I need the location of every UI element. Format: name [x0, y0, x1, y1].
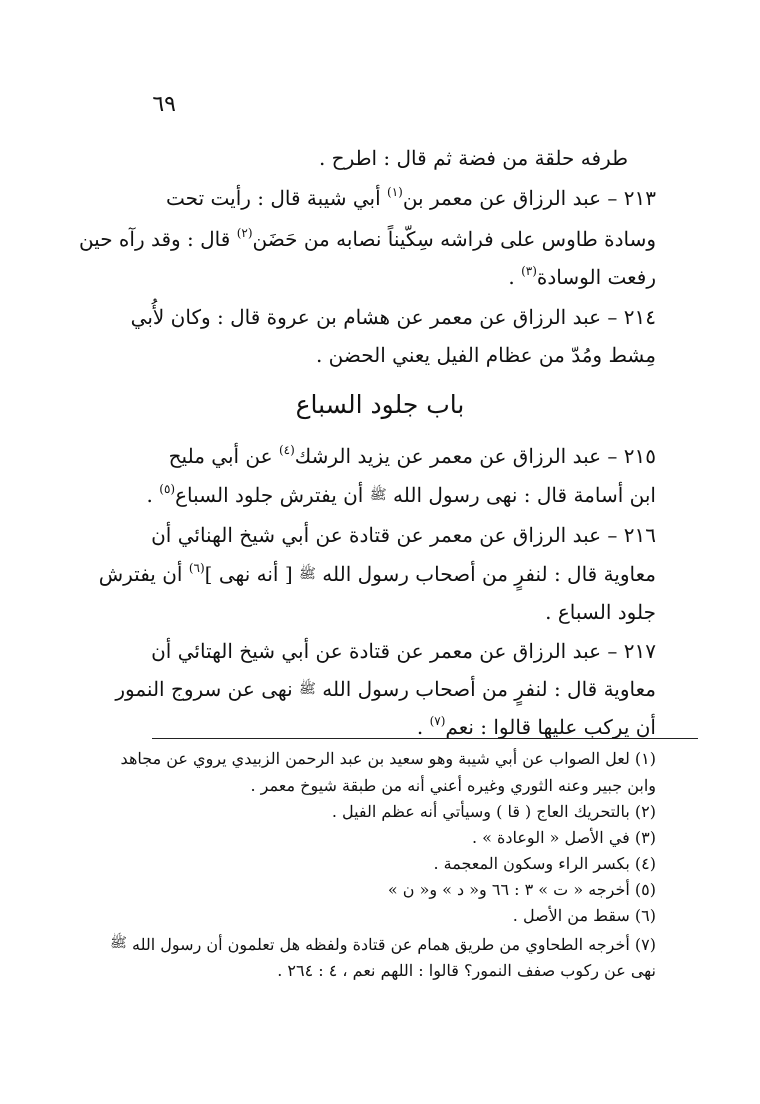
- page-number: ٦٩: [152, 92, 176, 117]
- text-line: أن يركب عليها قالوا : نعم$^{(٧)}$ .: [416, 714, 656, 739]
- text-line: رفعت الوسادة$^{(٣)}$ .: [508, 264, 656, 289]
- chapter-heading: باب جلود السباع: [295, 390, 465, 419]
- text-line: طرفه حلقة من فضة ثم قال : اطرح .: [318, 146, 628, 170]
- text-line: ٢١٦ – عبد الرزاق عن معمر عن قتادة عن أبي شيخ الهنائي أن: [151, 523, 656, 547]
- text-line: معاوية قال : لنفرٍ من أصحاب رسول الله ﷺ [ أنه نهى ]$^{(٦)}$ أن يفترش: [98, 561, 656, 586]
- footnote: (٤) بكسر الراء وسكون المعجمة .: [433, 854, 656, 873]
- text-line: ٢١٤ – عبد الرزاق عن معمر عن هشام بن عروة قال : وكان لأُبي: [130, 305, 656, 329]
- text-line: ٢١٧ – عبد الرزاق عن معمر عن قتادة عن أبي شيخ الهتائي أن: [151, 639, 656, 663]
- salawat-seal-icon: ﷺ: [299, 566, 316, 582]
- footnote: نهى عن ركوب صفف النمور؟ قالوا : اللهم نعم ، ٤ : ٢٦٤ .: [277, 961, 656, 980]
- footnote: وابن جبير وعنه الثوري وغيره أعني أنه من طبقة شيوخ معمر .: [250, 776, 656, 795]
- text-line: جلود السباع .: [545, 600, 656, 624]
- text-line: وسادة طاوس على فراشه سِكّيناً نصابه من حَضَن$^{(٢)}$ قال : وقد رآه حين: [78, 226, 656, 251]
- text-line: ٢١٥ – عبد الرزاق عن معمر عن يزيد الرشك$^{(٤)}$ عن أبي مليح: [168, 443, 656, 468]
- text-line: مِشط ومُدّ من عظام الفيل يعني الحضن .: [315, 343, 656, 367]
- footnote: (٣) في الأصل « الوعادة » .: [471, 828, 656, 847]
- salawat-seal-icon: ﷺ: [369, 487, 387, 503]
- salawat-seal-icon: ﷺ: [109, 935, 127, 951]
- footnote: (١) لعل الصواب عن أبي شيبة وهو سعيد بن عبد الرحمن الزبيدي يروي عن مجاهد: [120, 749, 656, 768]
- text-line: معاوية قال : لنفرٍ من أصحاب رسول الله ﷺ نهى عن سروج النمور: [115, 677, 656, 701]
- salawat-seal-icon: ﷺ: [299, 681, 316, 697]
- footnote: (٦) سقط من الأصل .: [512, 906, 656, 925]
- footnote: (٥) أخرجه « ت » ٣ : ٦٦ و« د » و« ن »: [387, 880, 656, 899]
- footnote: (٢) بالتحريك العاج ( قا ) وسيأتي أنه عظم الفيل .: [331, 802, 656, 821]
- text-line: ٢١٣ – عبد الرزاق عن معمر بن$^{(١)}$ أبي شيبة قال : رأيت تحت: [166, 185, 656, 210]
- footnote-separator: [152, 738, 698, 739]
- footnote: (٧) أخرجه الطحاوي من طريق همام عن قتادة ولفظه هل تعلمون أن رسول الله ﷺ: [110, 932, 656, 956]
- text-line: ابن أسامة قال : نهى رسول الله ﷺ أن يفترش جلود السباع$^{(٥)}$ .: [146, 482, 656, 507]
